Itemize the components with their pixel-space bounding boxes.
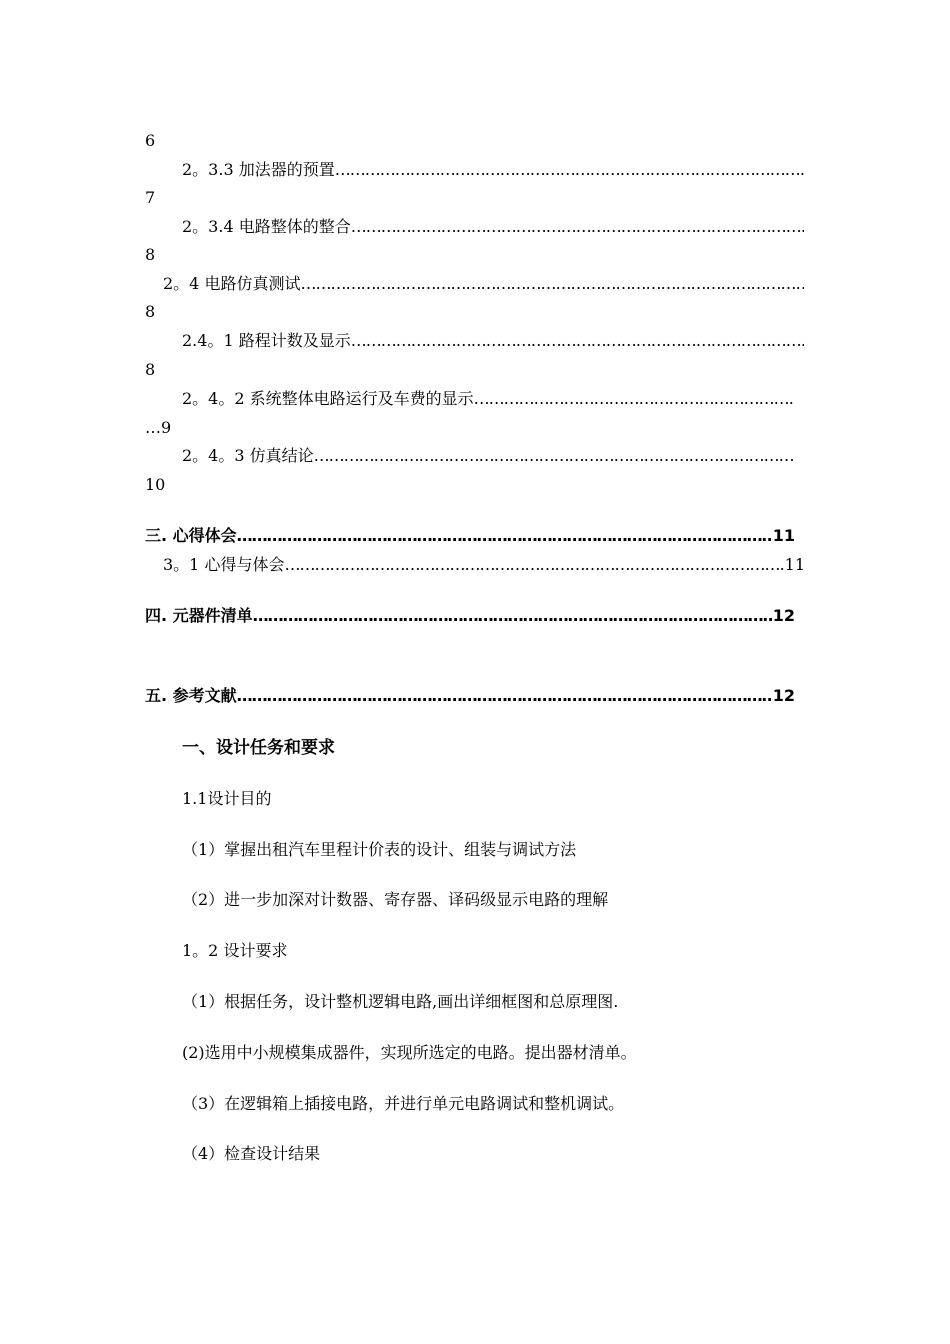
paragraph: （4）检查设计结果	[182, 1144, 321, 1163]
toc-entry-label: 2。4 电路仿真测试	[163, 274, 301, 293]
toc-leader-dots	[300, 274, 804, 294]
toc-section-label: 三. 心得体会	[145, 526, 237, 545]
toc-page-number: 6	[145, 131, 156, 150]
toc-entry-label: 3。1 心得与体会	[163, 555, 285, 574]
toc-page-number: 12	[772, 686, 795, 705]
paragraph: （1）根据任务，设计整机逻辑电路,画出详细框图和总原理图.	[182, 992, 619, 1011]
toc-section-3[interactable]	[145, 526, 795, 546]
paragraph: （2）进一步加深对计数器、寄存器、译码级显示电路的理解	[182, 890, 609, 909]
toc-entry-label: 2.4。1 路程计数及显示	[182, 331, 351, 350]
toc-entry-2-4[interactable]	[163, 274, 804, 294]
toc-page-number: …9	[145, 418, 172, 437]
toc-entry-label: 2。3.3 加法器的预置	[182, 160, 335, 179]
toc-section-5[interactable]	[145, 686, 795, 706]
section-heading: 一、设计任务和要求	[182, 738, 335, 758]
toc-page-number: 11	[772, 526, 795, 545]
toc-leader-dots	[284, 555, 784, 575]
subsection-heading: 1.1设计目的	[182, 789, 272, 808]
toc-page-number: 8	[145, 302, 156, 321]
paragraph: （3）在逻辑箱上插接电路，并进行单元电路调试和整机调试。	[182, 1094, 625, 1113]
toc-leader-dots	[474, 389, 794, 409]
toc-leader-dots	[237, 526, 773, 546]
toc-leader-dots	[237, 686, 773, 706]
toc-entry-2-4-2[interactable]	[182, 389, 794, 409]
toc-section-4[interactable]	[145, 606, 795, 626]
paragraph: (2)选用中小规模集成器件，实现所选定的电路。提出器材清单。	[182, 1043, 637, 1062]
toc-entry-2-3-3[interactable]	[182, 160, 804, 180]
toc-entry-2-4-1[interactable]	[182, 331, 804, 351]
toc-leader-dots	[351, 331, 804, 351]
toc-page-number: 8	[145, 360, 156, 379]
toc-page-number: 8	[145, 245, 156, 264]
toc-entry-label: 2。4。3 仿真结论	[182, 446, 314, 465]
toc-section-label: 五. 参考文献	[145, 686, 237, 705]
toc-entry-2-4-3[interactable]	[182, 446, 794, 466]
toc-leader-dots	[351, 217, 804, 237]
toc-entry-label: 2。4。2 系统整体电路运行及车费的显示	[182, 389, 474, 408]
toc-entry-3-1[interactable]	[163, 555, 805, 575]
toc-page-number: 11	[784, 555, 805, 574]
toc-leader-dots	[253, 606, 773, 626]
toc-section-label: 四. 元器件清单	[145, 606, 253, 625]
toc-page-number: 12	[772, 606, 795, 625]
subsection-heading: 1。2 设计要求	[182, 941, 288, 960]
toc-page-number: 7	[145, 188, 156, 207]
toc-entry-label: 2。3.4 电路整体的整合	[182, 217, 351, 236]
toc-page-number: 10	[145, 475, 166, 494]
toc-leader-dots	[335, 160, 804, 180]
toc-leader-dots	[314, 446, 794, 466]
toc-entry-2-3-4[interactable]	[182, 217, 804, 237]
paragraph: （1）掌握出租汽车里程计价表的设计、组装与调试方法	[182, 840, 577, 859]
